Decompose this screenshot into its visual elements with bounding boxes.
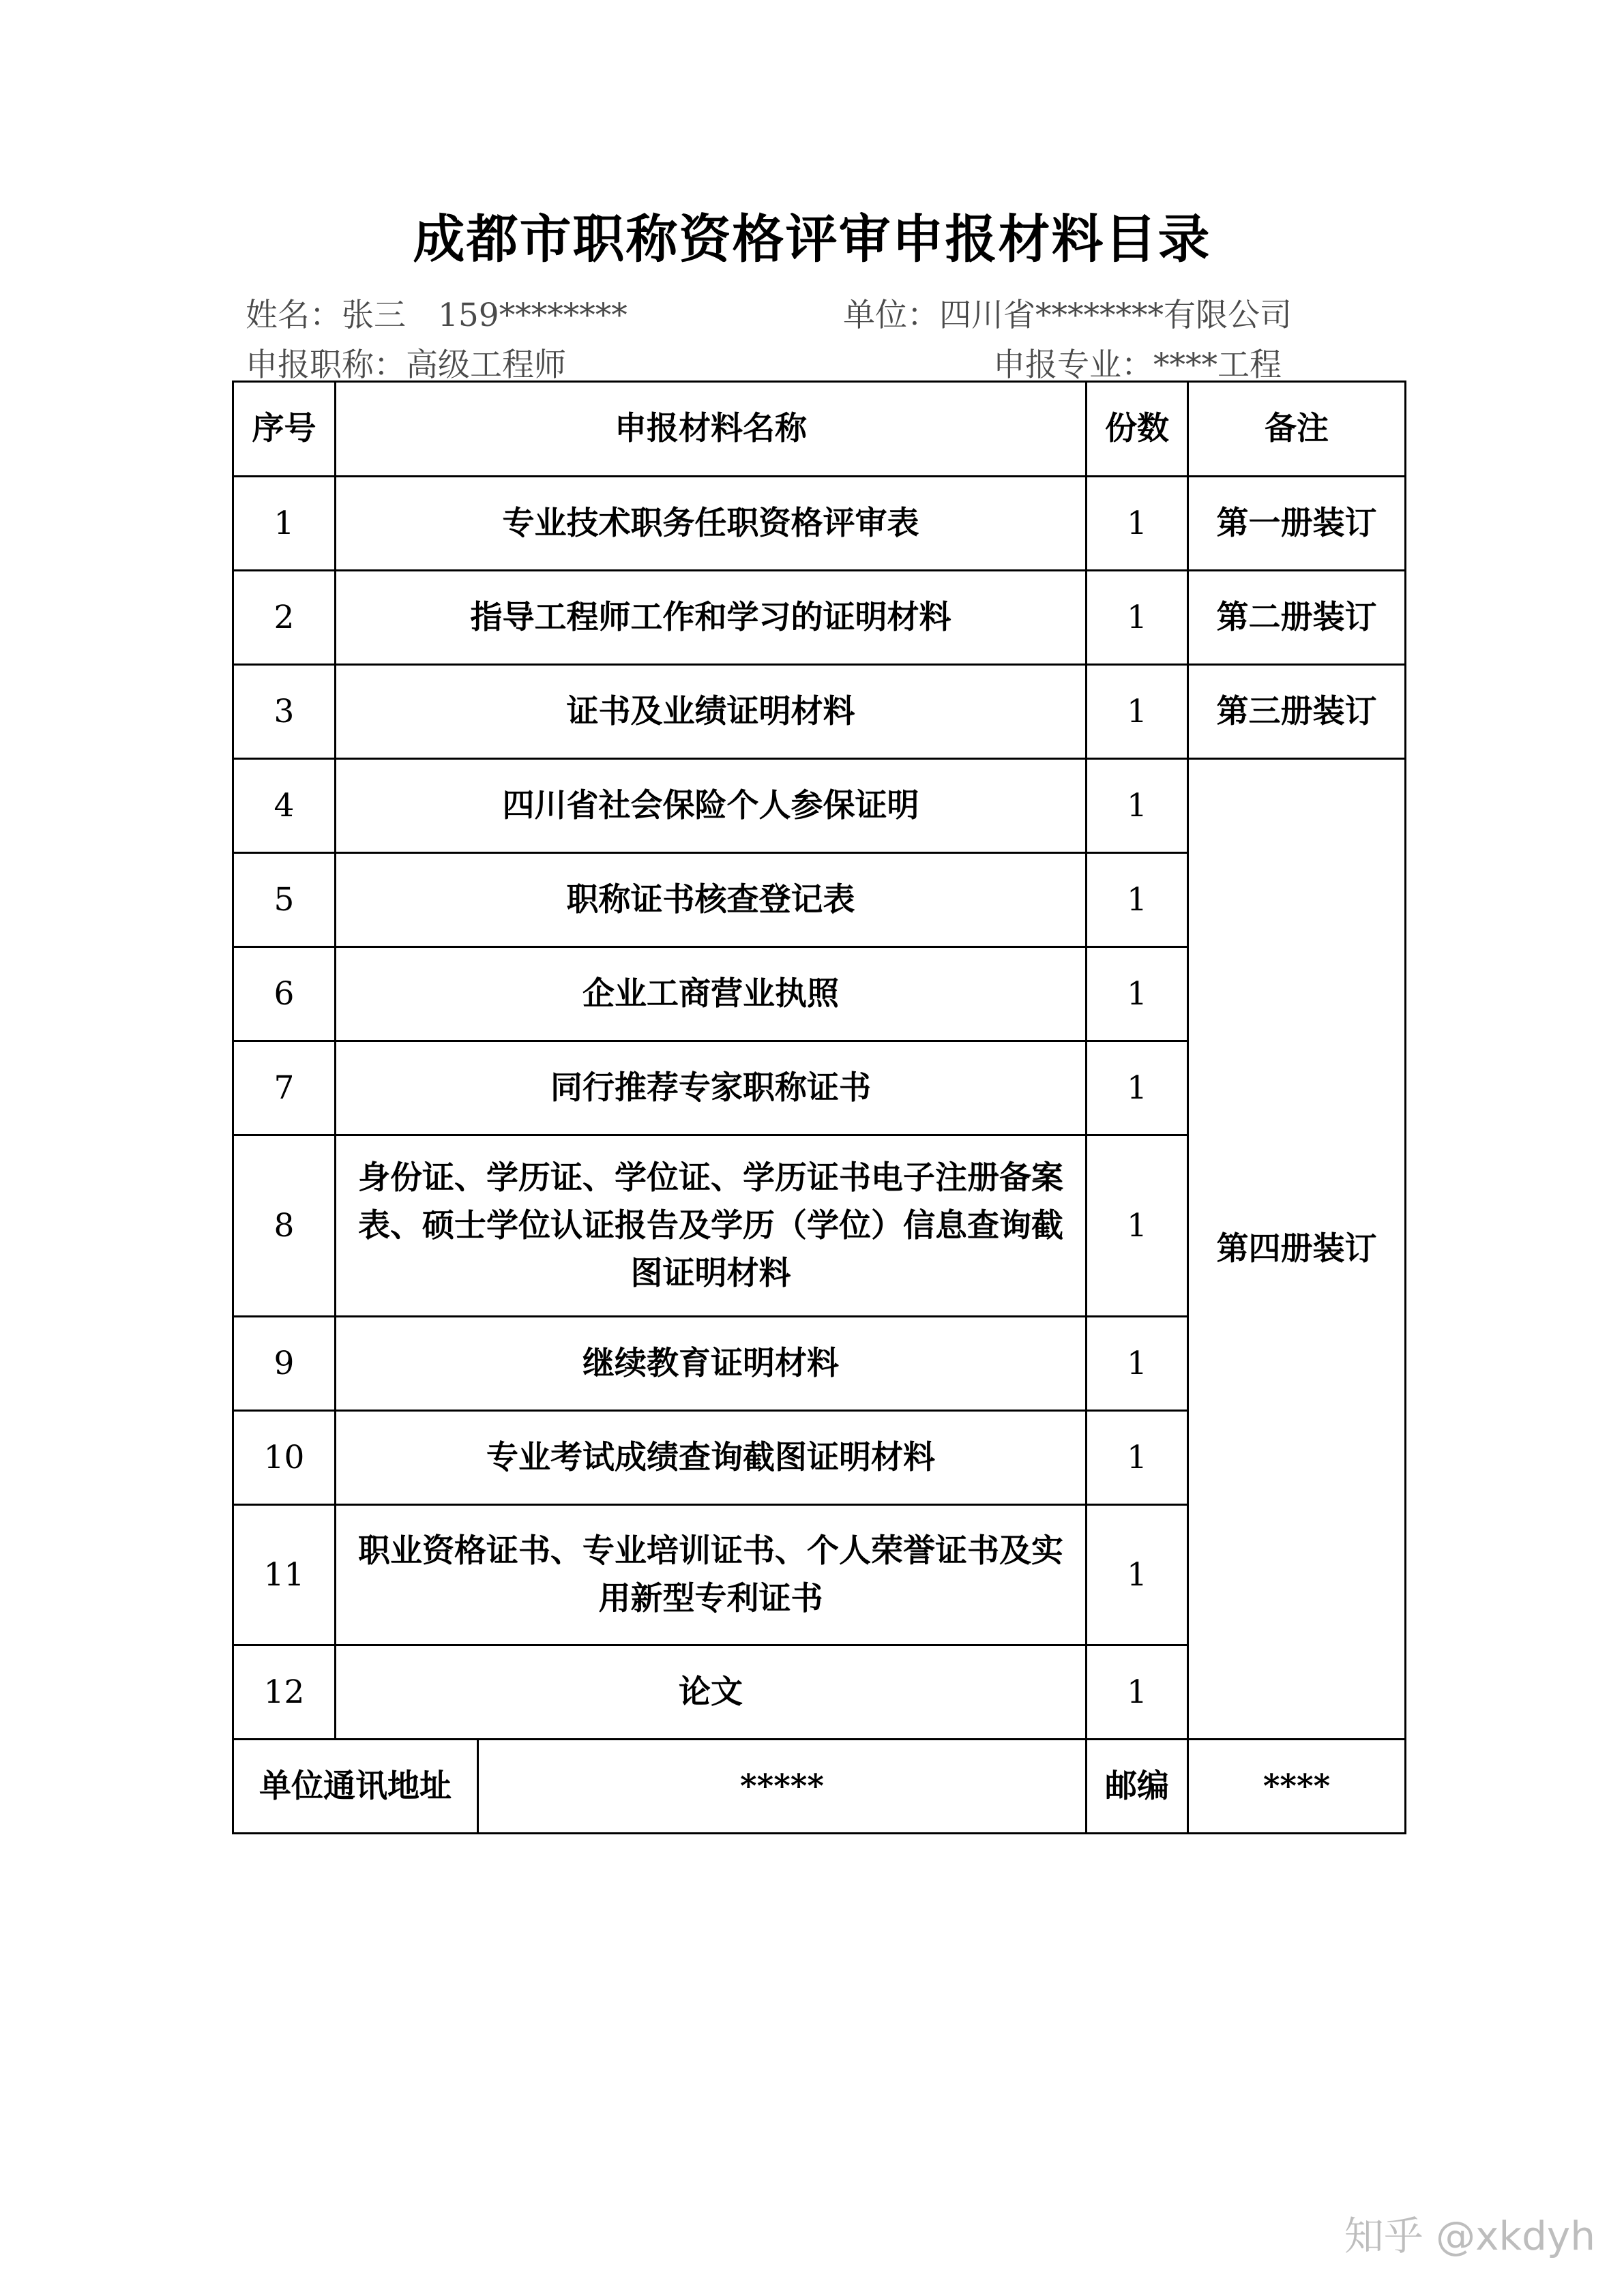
row-note: 第一册装订 — [1188, 477, 1406, 571]
applied-title: 申报职称：高级工程师 — [246, 346, 566, 384]
row-note: 第二册装订 — [1188, 571, 1406, 665]
row-index: 12 — [233, 1645, 336, 1740]
table-row — [233, 571, 1406, 665]
row-index: 9 — [233, 1317, 336, 1411]
row-copies: 1 — [1087, 759, 1188, 853]
row-material-name: 指导工程师工作和学习的证明材料 — [336, 571, 1087, 665]
table-header-row — [233, 382, 1406, 477]
row-material-name: 论文 — [336, 1645, 1087, 1740]
row-note: 第三册装订 — [1188, 665, 1406, 759]
materials-table — [232, 381, 1406, 1834]
address-value: ***** — [478, 1740, 1087, 1834]
header-material-name: 申报材料名称 — [336, 382, 1087, 477]
row-material-name: 证书及业绩证明材料 — [336, 665, 1087, 759]
row-copies: 1 — [1087, 477, 1188, 571]
table-footer-row — [233, 1740, 1406, 1834]
row-material-name: 同行推荐专家职称证书 — [336, 1041, 1087, 1135]
row-copies: 1 — [1087, 947, 1188, 1041]
row-index: 7 — [233, 1041, 336, 1135]
address-label: 单位通讯地址 — [233, 1740, 478, 1834]
postcode-label: 邮编 — [1087, 1740, 1188, 1834]
header-index: 序号 — [233, 382, 336, 477]
row-material-name: 职业资格证书、专业培训证书、个人荣誉证书及实用新型专利证书 — [336, 1505, 1087, 1645]
table-row — [233, 477, 1406, 571]
document-title: 成都市职称资格评审申报材料目录 — [413, 209, 1211, 269]
row-material-name: 身份证、学历证、学位证、学历证书电子注册备案表、硕士学位认证报告及学历（学位）信息查询截图证明材料 — [336, 1135, 1087, 1317]
row-index: 1 — [233, 477, 336, 571]
row-index: 10 — [233, 1411, 336, 1505]
row-index: 2 — [233, 571, 336, 665]
table-row — [233, 665, 1406, 759]
row-material-name: 四川省社会保险个人参保证明 — [336, 759, 1087, 853]
row-copies: 1 — [1087, 1505, 1188, 1645]
row-copies: 1 — [1087, 665, 1188, 759]
watermark: 知乎 @xkdyh — [1344, 2213, 1595, 2259]
row-index: 8 — [233, 1135, 336, 1317]
merged-note: 第四册装订 — [1188, 759, 1406, 1740]
row-index: 4 — [233, 759, 336, 853]
row-copies: 1 — [1087, 1411, 1188, 1505]
row-copies: 1 — [1087, 1135, 1188, 1317]
header-note: 备注 — [1188, 382, 1406, 477]
row-material-name: 职称证书核查登记表 — [336, 853, 1087, 947]
row-copies: 1 — [1087, 1317, 1188, 1411]
applicant-name: 姓名：张三 159******** — [246, 297, 628, 334]
row-copies: 1 — [1087, 1041, 1188, 1135]
postcode-value: **** — [1188, 1740, 1406, 1834]
header-copies: 份数 — [1087, 382, 1188, 477]
table-row — [233, 759, 1406, 853]
row-index: 11 — [233, 1505, 336, 1645]
row-index: 3 — [233, 665, 336, 759]
row-index: 6 — [233, 947, 336, 1041]
applied-specialty: 申报专业：****工程 — [993, 346, 1282, 384]
row-material-name: 专业考试成绩查询截图证明材料 — [336, 1411, 1087, 1505]
row-material-name: 继续教育证明材料 — [336, 1317, 1087, 1411]
row-material-name: 专业技术职务任职资格评审表 — [336, 477, 1087, 571]
row-material-name: 企业工商营业执照 — [336, 947, 1087, 1041]
row-copies: 1 — [1087, 571, 1188, 665]
row-index: 5 — [233, 853, 336, 947]
row-copies: 1 — [1087, 1645, 1188, 1740]
applicant-unit: 单位：四川省********有限公司 — [843, 297, 1292, 334]
row-copies: 1 — [1087, 853, 1188, 947]
